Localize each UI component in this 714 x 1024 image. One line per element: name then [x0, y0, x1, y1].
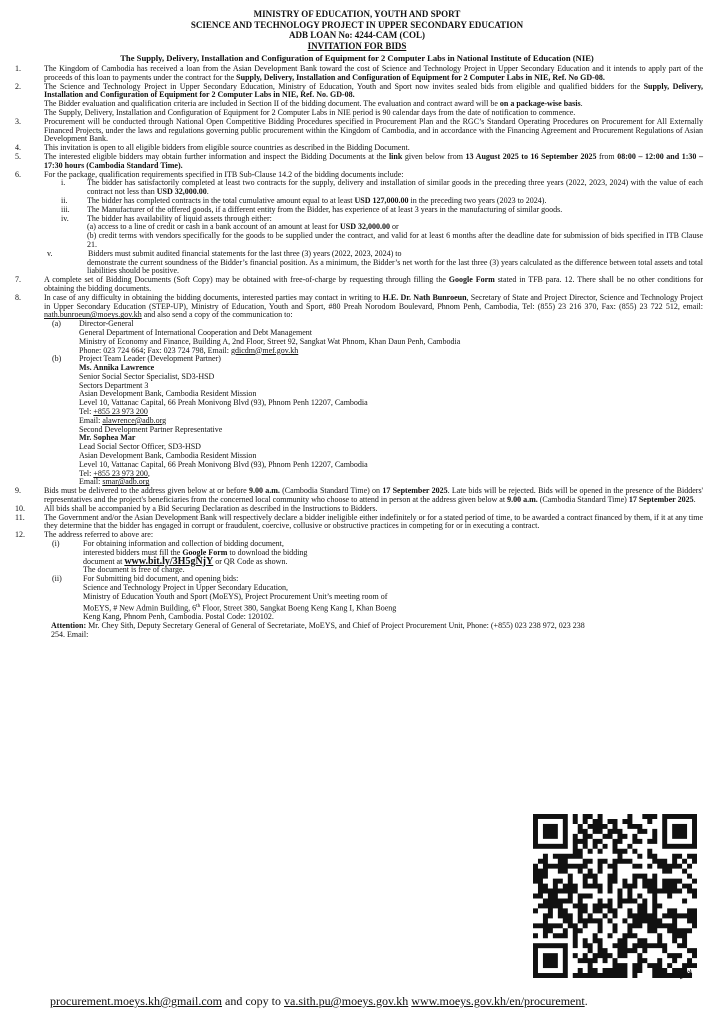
item-9: 9. Bids must be delivered to the address given below at or before 9.00 a.m. (Cambodia Standard Time) on 17 September 2025. Late bids will be rejected. Bids will be opened in the presence of the Bidders' representatives and the project's beneficiaries from the concerned local community who choose to attend in person at the address given below at 9.00 a.m. (Cambodia Standard Time) 17 September 2025. [15, 486, 703, 505]
item-5: 5. The interested eligible bidders may obtain further information and inspect the Bidding Documents at the link given below from 13 August 2025 to 16 September 2025 from 08:00 – 12:00 and 1:30 – 17:30 hours (Cambodia Standard Time). [15, 151, 704, 170]
qr-finder-pattern [672, 824, 687, 839]
footer-contacts: procurement.moeys.kh@gmail.com and copy to va.sith.pu@moeys.gov.kh www.moeys.gov.kh/en/procurement. [50, 994, 588, 1008]
email-link[interactable]: smar@adb.org [102, 477, 150, 487]
item-8: 8. In case of any difficulty in obtaining the bidding documents, interested parties may contact in writing to H.E. Dr. Nath Bunroeun, Secretary of State and Project Director, Science and Technology Project in Upper Secondary Education (STEP-UP), Ministry of Education, Youth and Sport, #80 Preah Norodom Boulevard, Phnom Penh, Cambodia, Tel: (855) 23 216 370, Fax: (855) 23 722 512, email: nath.bunroeun@moeys.gov.kh and also send a copy of the communication to: [15, 292, 704, 320]
attention-line: Attention: Mr. Chey Sith, Deputy Secretary General of General of Secretariate, MoEYS, and Chief of Project Procurement Unit, Phone: (+855) 023 238 972, 023 238 254. Email: [51, 620, 585, 639]
qr-finder-pattern [543, 953, 558, 968]
qr-finder-pattern [543, 824, 558, 839]
ministry-name: MINISTRY OF EDUCATION, YOUTH AND SPORT [253, 9, 461, 19]
address-i: (i) For obtaining information and collection of bidding document, interested bidders must fill the Google Form to download the bidding document at www.bit.ly/3H5gNjY or QR Code as shown. The document is free of charge. [52, 539, 308, 575]
bitly-logo: bitly [677, 968, 694, 982]
email-link[interactable]: va.sith.pu@moeys.gov.kh [284, 994, 409, 1008]
phone-link[interactable]: +855 23 973 200 [93, 407, 148, 417]
document-body [15, 65, 703, 639]
item-6-v-cont: demonstrate the current soundness of the Bidder’s financial position. As a minimum, the Bidder’s net worth for the last three (3) years calculated as the difference between total assets and total liabilities should be positive. [87, 257, 703, 276]
item-6: 6. For the package, qualification requirements specified in ITB Sub-Clause 14.2 of the bidding documents include: [15, 169, 404, 179]
document-header [0, 9, 714, 51]
website-link[interactable]: www.moeys.gov.kh/en/procurement [411, 994, 585, 1008]
item-4: 4. This invitation is open to all eligible bidders from eligible source countries as described in the Bidding Document. [15, 143, 410, 153]
item-6-iii: iii. The Manufacturer of the offered goods, if a different entity from the Bidder, has experience of at least 3 years in the manufacturing of similar goods. [61, 204, 563, 214]
document-title: INVITATION FOR BIDS [307, 40, 407, 51]
project-name: SCIENCE AND TECHNOLOGY PROJECT IN UPPER SECONDARY EDUCATION [190, 19, 524, 30]
item-6-i: i. The bidder has satisfactorily completed at least two contracts for the supply, delivery and installation of similar goods in the preceding three years (2022, 2023, 2024) with the value of each contract not less than USD 32,000.00. [61, 178, 703, 197]
item-1: 1. The Kingdom of Cambodia has received a loan from the Asian Development Bank toward the cost of Science and Technology Project in Upper Secondary Education and it intends to apply part of the proceeds of this loan to payments under the contract for the Supply, Delivery, Installation and Configuration of Equipment for 2 Computer Labs in NIE, Ref. No GD-08. [15, 64, 703, 82]
bitly-link[interactable]: www.bit.ly/3H5gNjY [124, 555, 214, 567]
item-3: 3. Procurement will be conducted through National Open Competitive Bidding Procedures specified in Procurement Plan and the RGC’s Standard Operating Procedures on Procurement for All Externally Financed Projects, under the laws and regulations governing public procurement within the Kingdom of Cambodia, and in accordance with the Financing Agreement and Procurement Regulations of Asian Development Bank. [15, 116, 703, 144]
item-6-v: v. Bidders must submit audited financial statements for the last three (3) years (2022, 2023, 2024) to [47, 248, 402, 258]
qr-code-graphic [533, 814, 697, 978]
item-7: 7. A complete set of Bidding Documents (Soft Copy) may be obtained with free-of-charge by requesting through filling the Google Form stated in TFB para. 12. There shall be no other conditions for obtaining the bidding documents. [15, 275, 703, 293]
contact-a: (a) Director-General General Department of International Cooperation and Debt Management Ministry of Economy and Finance, Building A, 2nd Floor, Street 92, Sangkat Wat Phnom, Khan Daun Penh, Cambodia Phone: 023 724 664; Fax: 023 724 798, Email: gdicdm@mef.gov.kh [52, 319, 461, 355]
email-link[interactable]: nath.bunroeun@moeys.gov.kh [44, 310, 142, 320]
email-link[interactable]: procurement.moeys.kh@gmail.com [50, 994, 223, 1008]
item-10: 10. All bids shall be accompanied by a Bid Securing Declaration as described in the Instructions to Bidders. [15, 503, 378, 513]
item-6-iv: iv. The bidder has availability of liquid assets through either: (a) access to a line of credit or cash in a bank account of an amount at least for USD 32,000.00 or (b) credit terms with vendors specifically for the goods to be supplied under the contract, and valid for at least 6 months after the deadline date for submission of bids specified in ITB Clause 21. [61, 213, 703, 249]
qr-code-icon[interactable] [533, 814, 697, 982]
email-link[interactable]: gdicdm@mef.gov.kh [231, 345, 299, 355]
item-11: 11. The Government and/or the Asian Development Bank will respectively declare a bidder ineligible either indefinitely or for a stated period of time, to be awarded a contract financed by them, if it at any time they determine that the bidder has engaged in corrupt or fraudulent, coercive, collusive or obstructive practices in competing for or in executing a contract. [15, 512, 703, 531]
document-subtitle: The Supply, Delivery, Installation and Configuration of Equipment for 2 Computer Labs in National Institute of Education (NIE) [120, 53, 594, 63]
item-2: 2. The Science and Technology Project in Upper Secondary Education, Ministry of Education, Youth and Sport now invites sealed bids from eligible and qualified bidders for the Supply, Delivery, Installation and Configuration of Equipment for 2 Computer Labs in NIE, Ref. No. GD-08. The Bidder evaluation and qualification criteria are included in Section II of the bidding document. The evaluation and contract award will be on a package-wise basis. The Supply, Delivery, Installation and Configuration of Equipment for 2 Computer Labs in NIE period is 90 calendar days from the date of notification to commence. [15, 81, 703, 117]
item-12: 12. The address referred to above are: [15, 530, 154, 540]
address-ii: (ii) For Submitting bid document, and opening bids: Science and Technology Project in Upper Secondary Education, Ministry of Education Youth and Sport (MoEYS), Project Procurement Unit’s meeting room of MoEYS, # New Admin Building, 6th Floor, Street 380, Sangkat Boeng Keng Kang I, Khan Boeng Keng Kang, Phnom Penh, Cambodia. Postal Code: 120102. [52, 574, 397, 622]
phone-link[interactable]: +855 23 973 200 [93, 468, 148, 478]
loan-number: ADB LOAN No: 4244-CAM (COL) [289, 30, 425, 40]
contact-b: (b) Project Team Leader (Development Partner) Ms. Annika Lawrence Senior Social Sector Specialist, SD3-HSD Sectors Department 3 Asian Development Bank, Cambodia Resident Mission Level 10, Vattanac Capital, 66 Preah Monivong Blvd (93), Phnom Penh 12207, Cambodia Tel: +855 23 973 200 Email: alawrence@adb.org Second Development Partner Representative Mr. Sophea Mar Lead Social Sector Officer, SD3-HSD Asian Development Bank, Cambodia Resident Mission Level 10, Vattanac Capital, 66 Preah Monivong Blvd (93), Phnom Penh 12207, Cambodia Tel: +855 23 973 200, Email: smar@adb.org [52, 354, 368, 487]
email-link[interactable]: alawrence@adb.org [102, 415, 167, 425]
item-6-ii: ii. The bidder has completed contracts in the total cumulative amount equal to at least USD 127,000.00 in the preceding two years (2023 to 2024). [61, 195, 547, 205]
